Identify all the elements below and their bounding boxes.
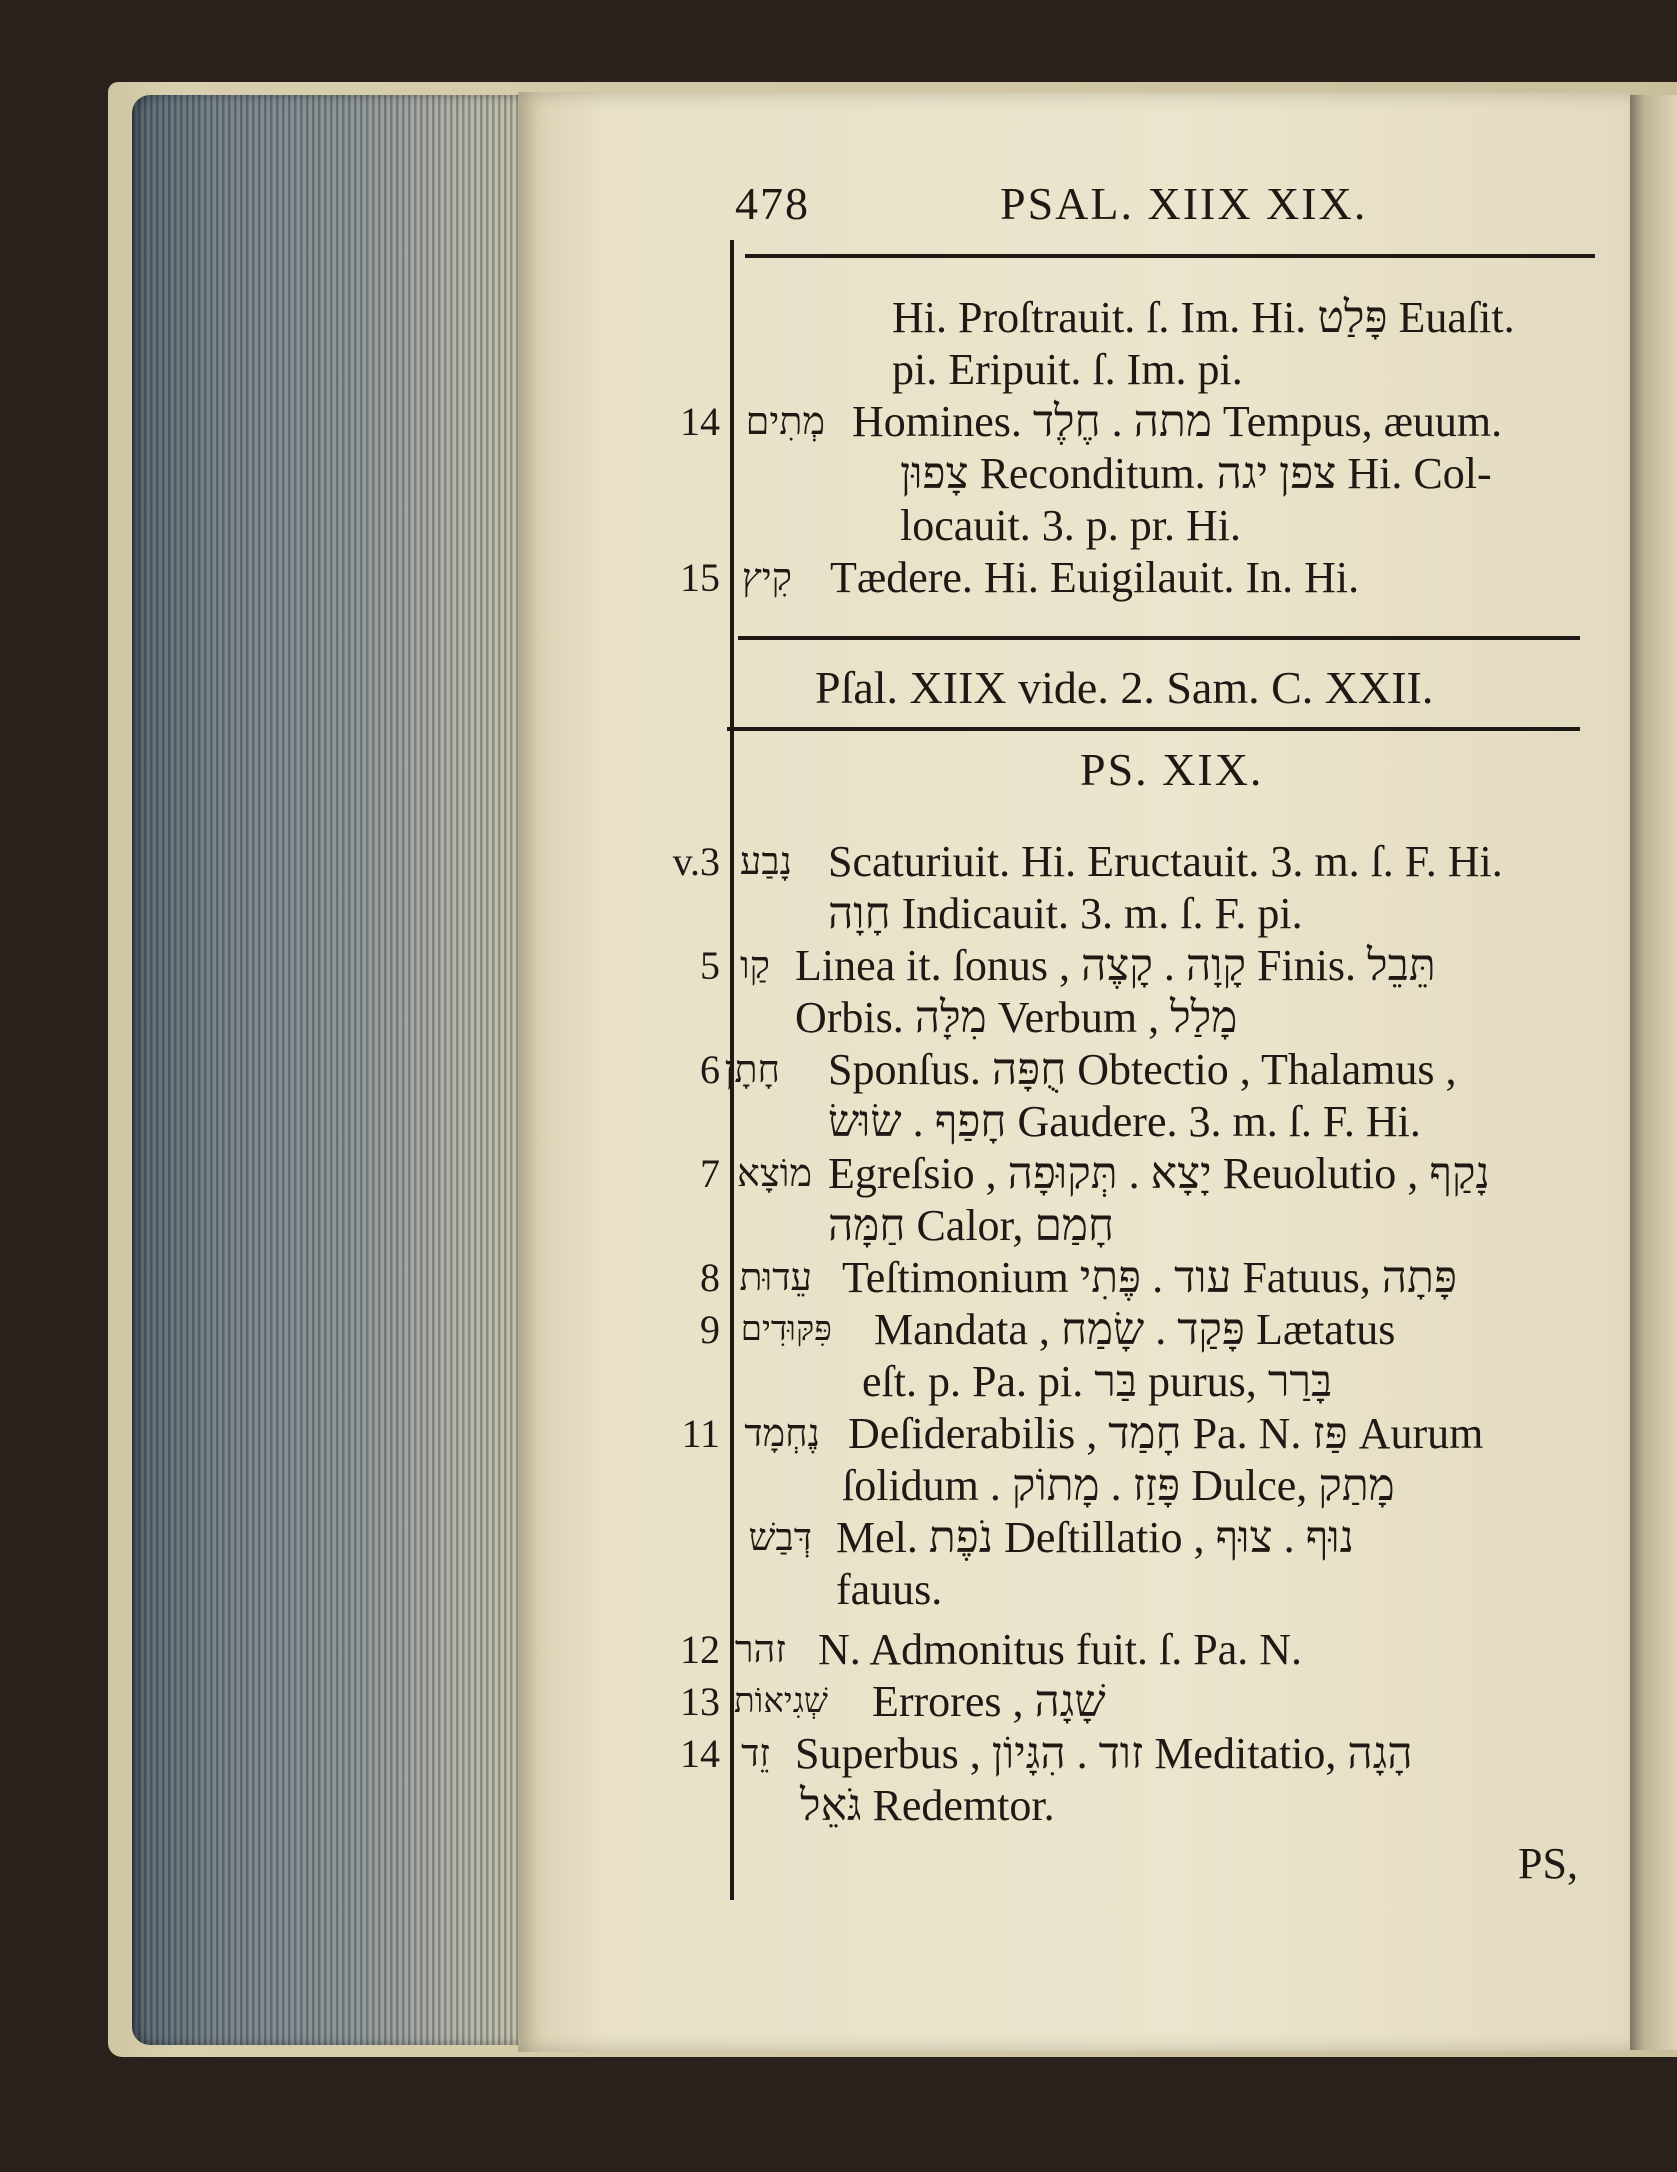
- section-rule: [727, 727, 1580, 731]
- text-line: Mandata , פָּקַד . שָׂמַח Lætatus: [874, 1305, 1396, 1354]
- hebrew-headword: קַו: [739, 945, 770, 987]
- text-line: N. Admonitus fuit. ſ. Pa. N.: [818, 1625, 1303, 1674]
- text-line: Teſtimonium עוד . פֶּתִי Fatuus, פָּתָה: [842, 1253, 1457, 1302]
- verse-number: 14: [680, 1731, 720, 1776]
- verse-number: v.3: [672, 839, 720, 884]
- catchword: PS,: [1518, 1839, 1578, 1888]
- verse-number: 5: [700, 943, 720, 988]
- verse-number: 12: [680, 1627, 720, 1672]
- psalm18-note: Pſal. XIIX vide. 2. Sam. C. XXII.: [815, 662, 1434, 713]
- text-line: חַמָּה Calor, חָמַם: [828, 1201, 1115, 1250]
- text-line: Linea it. ſonus , קָוָה . קָצֶה Finis. תֵּבֵל: [795, 941, 1436, 990]
- running-title: PSAL. XIIX XIX.: [1000, 178, 1368, 229]
- text-line: חָוָה Indicauit. 3. m. ſ. F. pi.: [828, 889, 1303, 938]
- hebrew-headword: זֵד: [741, 1733, 770, 1775]
- hebrew-headword: נָבַע: [739, 841, 792, 883]
- hebrew-headword: דְּבַשׁ: [748, 1517, 812, 1559]
- header-rule: [745, 254, 1595, 258]
- hebrew-headword: קִיץ: [741, 557, 792, 599]
- text-line: ſolidum . פָּזַז . מָתוֹק Dulce, מָתַק: [842, 1461, 1395, 1510]
- hebrew-headword: מוֹצָא: [737, 1153, 812, 1195]
- verse-number: 11: [681, 1411, 720, 1456]
- text-line: Hi. Proſtrauit. ſ. Im. Hi. פָּלַט Euaſit.: [892, 293, 1515, 342]
- text-line: Tædere. Hi. Euigilauit. In. Hi.: [830, 553, 1360, 602]
- page-number: 478: [735, 178, 810, 229]
- text-line: fauus.: [836, 1565, 943, 1614]
- verse-number: 9: [700, 1307, 720, 1352]
- hebrew-headword: נֶחְמָד: [744, 1413, 820, 1455]
- text-line: Mel. נֹפֶת Deſtillatio , נוּף . צוּף: [836, 1513, 1354, 1562]
- hebrew-headword: עֵדוּת: [739, 1257, 812, 1299]
- text-line: pi. Eripuit. ſ. Im. pi.: [892, 345, 1243, 394]
- hebrew-headword: זהר: [734, 1629, 786, 1671]
- verse-number: 6: [700, 1047, 720, 1092]
- text-line: Superbus , זוד . הִגָּיוֹן Meditatio, הָגָה: [795, 1729, 1413, 1778]
- text-line: Errores , שָׁגָה: [872, 1677, 1106, 1726]
- hebrew-headword: מְתִים: [745, 401, 825, 443]
- text-line: גֹּאֵל Redemtor.: [800, 1781, 1055, 1830]
- hebrew-headword: פִּקּוּדִים: [740, 1311, 832, 1348]
- verse-number: 14: [680, 399, 720, 444]
- text-line: Deſiderabilis , חָמַד Pa. N. פַּז Aurum: [848, 1409, 1484, 1458]
- text-line: צָפוּן Reconditum. צפן יגה Hi. Col-: [900, 449, 1492, 498]
- text-line: Sponſus. חֻפָּה Obtectio , Thalamus ,: [828, 1045, 1457, 1094]
- text-line: Egreſsio , יָצָא . תְּקוּפָה Reuolutio , נָקַף: [828, 1149, 1490, 1198]
- text-line: Orbis. מִלָּה Verbum , מָלַל: [795, 993, 1238, 1042]
- page-edges: [132, 95, 524, 2045]
- verse-number: 8: [700, 1255, 720, 1300]
- text-line: חָפַף . שׂוּשׂ Gaudere. 3. m. ſ. F. Hi.: [828, 1097, 1421, 1146]
- text-line: locauit. 3. p. pr. Hi.: [900, 501, 1241, 550]
- hebrew-headword: חָתָן: [724, 1049, 780, 1091]
- text-line: Scaturiuit. Hi. Eructauit. 3. m. ſ. F. Hi.: [828, 837, 1503, 886]
- hebrew-headword: שְׁגִיאוֹת: [733, 1683, 828, 1720]
- facing-page-edge: [1630, 95, 1677, 2050]
- text-line: Homines. מתה . חֶלֶד Tempus, æuum.: [852, 397, 1503, 446]
- verse-number: 7: [700, 1151, 720, 1196]
- text-line: eſt. p. Pa. pi. בַּר purus, בָּרַר: [862, 1357, 1333, 1406]
- psalm19-heading: PS. XIX.: [1080, 744, 1264, 795]
- verse-number: 15: [680, 555, 720, 600]
- verse-number: 13: [680, 1679, 720, 1724]
- section-rule: [738, 636, 1580, 640]
